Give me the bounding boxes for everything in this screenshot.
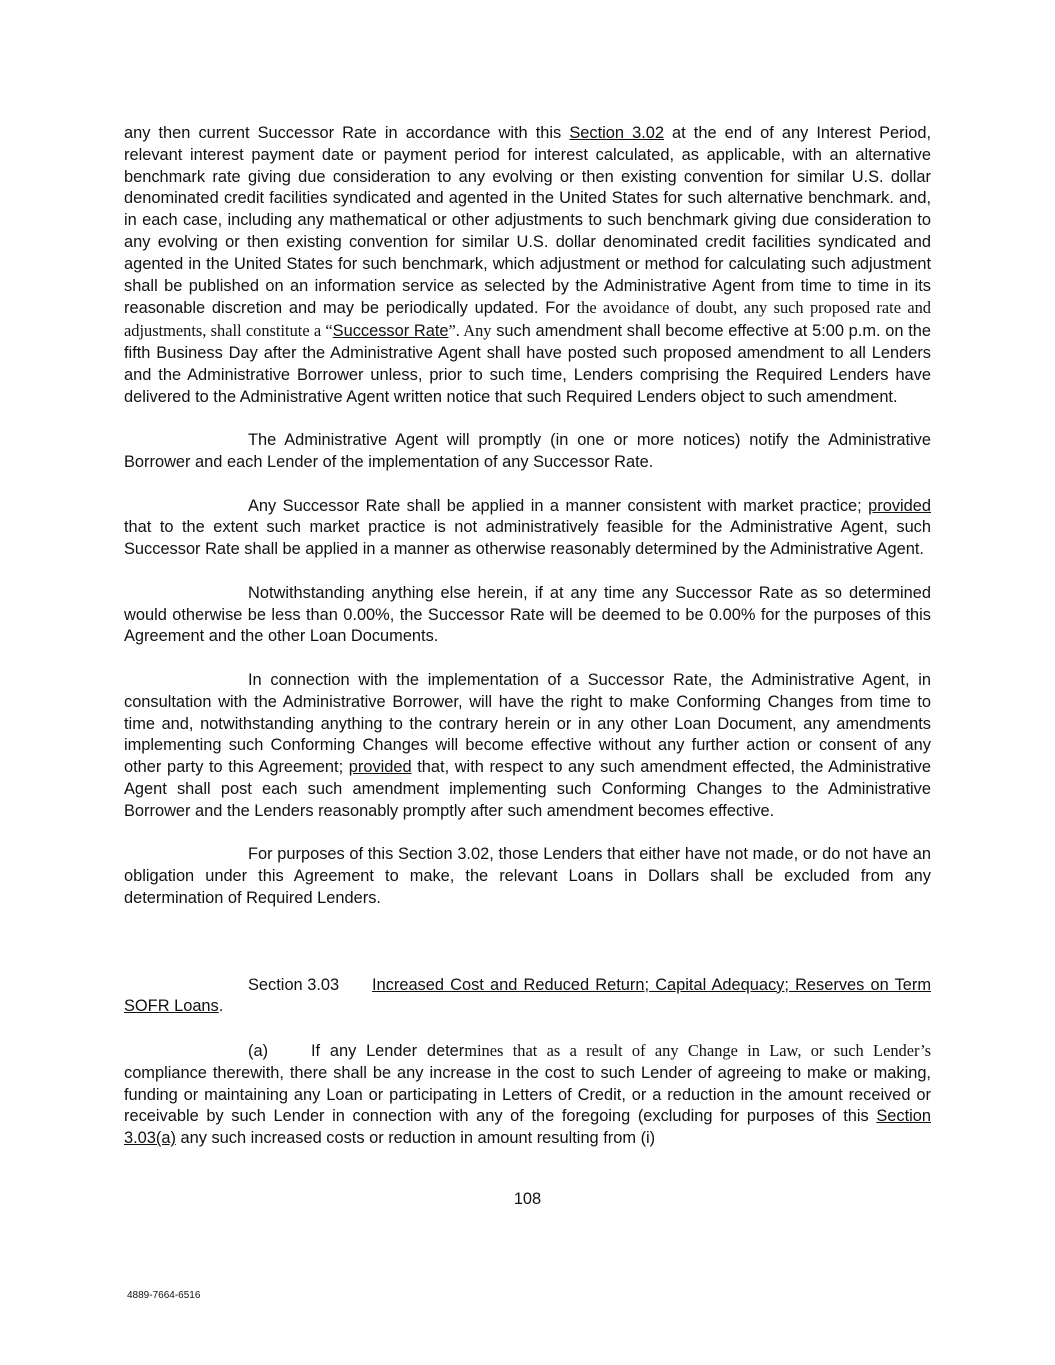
proviso-term: provided	[868, 496, 931, 515]
proviso-term: provided	[348, 758, 412, 777]
page-number: 108	[513, 1190, 542, 1208]
successor-rate-defined-term: Successor Rate	[332, 322, 449, 341]
document-id: 4889-7664-6516	[127, 1290, 201, 1301]
section-number: Section 3.03	[248, 975, 340, 994]
successor-rate-paragraph: any then current Successor Rate in accordance with this Section 3.02 at the end of any Interest Period, relevant interest payment date or payment period for interest calculated, as applicable, with an alternative benchmark rate giving due consideration to any evolving or then existing convention for similar U.S. dollar denominated credit facilities syndicated and agented in the United States for such alternative benchmark. and, in each case, including any mathematical or other adjustments to such benchmark giving due consideration to any evolving or then existing convention for similar U.S. dollar denominated credit facilities syndicated and agented in the United States for such benchmark, which adjustment or method for calculating such adjustment shall be published on an information service as selected by the Administrative Agent from time to time in its reasonable discretion and may be periodically updated. For the avoidance of doubt, any such proposed rate and adjustments, shall constitute a “Successor Rate”. Any such amendment shall become effective at 5:00 p.m. on the fifth Business Day after the Administrative Agent shall have posted such proposed amendment to all Lenders and the Administrative Borrower unless, prior to such time, Lenders comprising the Required Lenders have delivered to the Administrative Agent written notice that such Required Lenders object to such amendment.	[124, 124, 932, 406]
section-3-02-reference: Section 3.02	[569, 124, 664, 142]
section-title: Increased Cost and Reduced Return; Capital Adequacy; Reserves on Term SOFR Loans	[124, 975, 931, 1016]
required-lenders-paragraph: For purposes of this Section 3.02, those Lenders that either have not made, or do not have an obligation under this Agreement to make, the relevant Loans in Dollars shall be excluded from any determination of Required Lenders.	[124, 845, 931, 907]
section-3-03-heading: Section 3.03 Increased Cost and Reduced Return; Capital Adequacy; Reserves on Term SOFR Loans.	[124, 975, 931, 1016]
notice-paragraph: The Administrative Agent will promptly (in one or more notices) notify the Administrative Borrower and each Lender of the implementation of any Successor Rate.	[124, 431, 931, 471]
document-body	[124, 123, 931, 1172]
market-practice-paragraph: Any Successor Rate shall be applied in a manner consistent with market practice; provided that to the extent such market practice is not administratively feasible for the Administrative Agent, such Successor Rate shall be applied in a manner as otherwise reasonably determined by the Administrative Agent.	[124, 496, 931, 559]
subsection-a-paragraph: (a) If any Lender determines that as a result of any Change in Law, or such Lender’s compliance therewith, there shall be any increase in the cost to such Lender of agreeing to make or making, funding or maintaining any Loan or participating in Letters of Credit, or a reduction in the amount received or receivable by such Lender in connection with any of the foregoing (excluding for purposes of this Section 3.03(a) any such increased costs or reduction in amount resulting from (i)	[124, 1041, 932, 1148]
section-3-03a-reference: Section 3.03(a)	[124, 1107, 931, 1148]
conforming-changes-paragraph: In connection with the implementation of a Successor Rate, the Administrative Agent, in consultation with the Administrative Borrower, will have the right to make Conforming Changes from time to time and, notwithstanding anything to the contrary herein or in any other Loan Document, any amendments implementing such Conforming Changes will become effective without any further action or consent of any other party to this Agreement; provided that, with respect to any such amendment effected, the Administrative Agent shall post each such amendment implementing such Conforming Changes to the Administrative Borrower and the Lenders reasonably promptly after such amendment becomes effective.	[124, 670, 931, 820]
subsection-label: (a)	[248, 1042, 269, 1061]
floor-paragraph: Notwithstanding anything else herein, if at any time any Successor Rate as so determined would otherwise be less than 0.00%, the Successor Rate will be deemed to be 0.00% for the purposes of this Agreement and the other Loan Documents.	[124, 583, 931, 646]
